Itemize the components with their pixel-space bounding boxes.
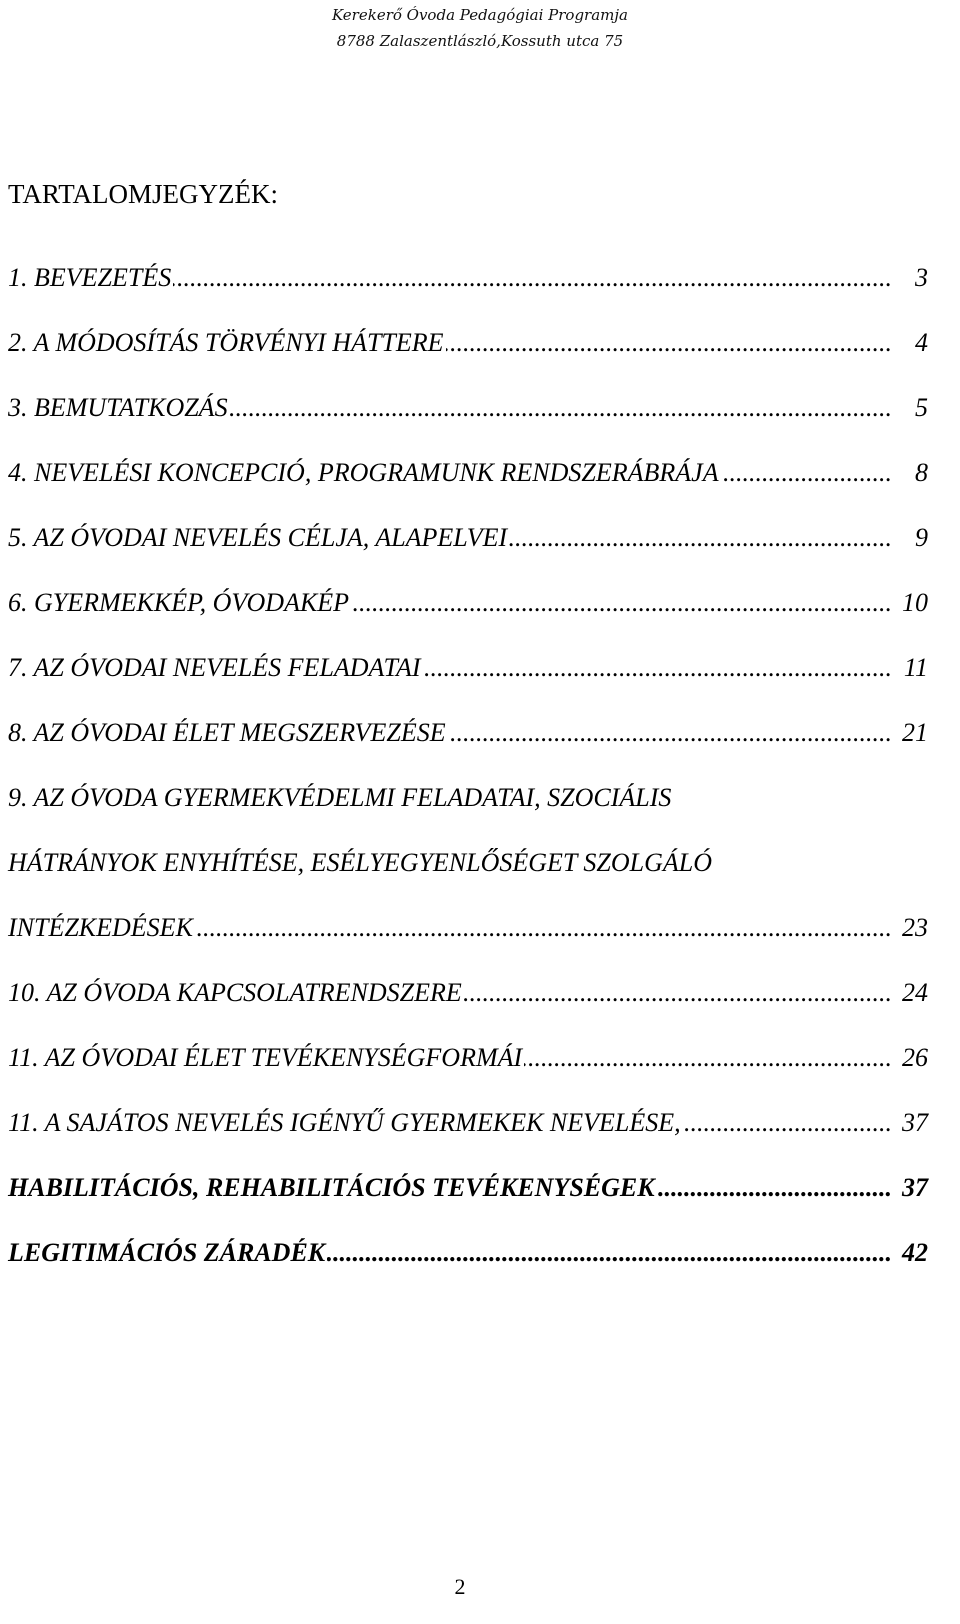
toc-entry-label: HABILITÁCIÓS, REHABILITÁCIÓS TEVÉKENYSÉGEK: [8, 1170, 657, 1206]
toc-entry-page: 11: [890, 650, 928, 686]
toc-entry-label: 7. AZ ÓVODAI NEVELÉS FELADATAI: [8, 650, 423, 686]
toc-entry-habilitation[interactable]: [8, 1170, 928, 1206]
toc-entry-4[interactable]: [8, 455, 928, 491]
toc-entry-page: 24: [890, 975, 928, 1011]
toc-entry-1[interactable]: [8, 260, 928, 296]
toc-entry-page: 3: [890, 260, 928, 296]
toc-entry-5[interactable]: [8, 520, 928, 556]
toc-entry-page: 26: [890, 1040, 928, 1076]
toc-entry-label: 8. AZ ÓVODAI ÉLET MEGSZERVEZÉSE: [8, 715, 448, 751]
toc-entry-label: 2. A MÓDOSÍTÁS TÖRVÉNYI HÁTTERE: [8, 325, 446, 361]
toc-entry-label: 1. BEVEZETÉS: [8, 260, 173, 296]
toc-entry-label: 11. AZ ÓVODAI ÉLET TEVÉKENYSÉGFORMÁI: [8, 1040, 524, 1076]
toc-entry-page: 42: [890, 1235, 928, 1271]
toc-entry-label: HÁTRÁNYOK ENYHÍTÉSE, ESÉLYEGYENLŐSÉGET SZOLGÁLÓ: [8, 845, 714, 881]
toc-entry-page: 10: [890, 585, 928, 621]
toc-entry-page: 37: [890, 1105, 928, 1141]
toc-entry-page: 23: [890, 910, 928, 946]
toc-entry-page: 37: [890, 1170, 928, 1206]
toc-entry-9-line-3[interactable]: [8, 910, 928, 946]
header-address: 8788 Zalaszentlászló,Kossuth utca 75: [336, 32, 624, 50]
toc-entry-legitimation[interactable]: [8, 1235, 928, 1271]
toc-entry-label: 10. AZ ÓVODA KAPCSOLATRENDSZERE: [8, 975, 464, 1011]
toc-entry-7[interactable]: [8, 650, 928, 686]
toc-entry-11[interactable]: [8, 1040, 928, 1076]
toc-entry-label: 4. NEVELÉSI KONCEPCIÓ, PROGRAMUNK RENDSZERÁBRÁJA: [8, 455, 721, 491]
header-title: Kerekerő Óvoda Pedagógiai Programja: [332, 6, 628, 24]
page-number: 2: [454, 1574, 466, 1599]
toc-entry-label: LEGITIMÁCIÓS ZÁRADÉK: [8, 1235, 327, 1271]
toc-entry-label: 3. BEMUTATKOZÁS: [8, 390, 230, 426]
toc-entry-page: 8: [890, 455, 928, 491]
toc-entry-11b[interactable]: [8, 1105, 928, 1141]
toc-entry-3[interactable]: [8, 390, 928, 426]
toc-entry-9-line-1[interactable]: [8, 780, 928, 816]
toc-entry-label: 11. A SAJÁTOS NEVELÉS IGÉNYŰ GYERMEKEK NEVELÉSE,: [8, 1105, 683, 1141]
toc-title: TARTALOMJEGYZÉK:: [8, 179, 279, 209]
toc-entry-6[interactable]: [8, 585, 928, 621]
toc-entry-label: INTÉZKEDÉSEK: [8, 910, 195, 946]
toc-entry-page: 9: [890, 520, 928, 556]
toc-entry-8[interactable]: [8, 715, 928, 751]
toc-entry-10[interactable]: [8, 975, 928, 1011]
toc-entry-label: 9. AZ ÓVODA GYERMEKVÉDELMI FELADATAI, SZOCIÁLIS: [8, 780, 673, 816]
toc-entry-page: 21: [890, 715, 928, 751]
toc-entry-label: 6. GYERMEKKÉP, ÓVODAKÉP: [8, 585, 351, 621]
toc-entry-9-line-2[interactable]: [8, 845, 928, 881]
toc-entry-label: 5. AZ ÓVODAI NEVELÉS CÉLJA, ALAPELVEI: [8, 520, 509, 556]
toc-entry-2[interactable]: [8, 325, 928, 361]
toc-entry-page: 5: [890, 390, 928, 426]
toc-entry-page: 4: [890, 325, 928, 361]
